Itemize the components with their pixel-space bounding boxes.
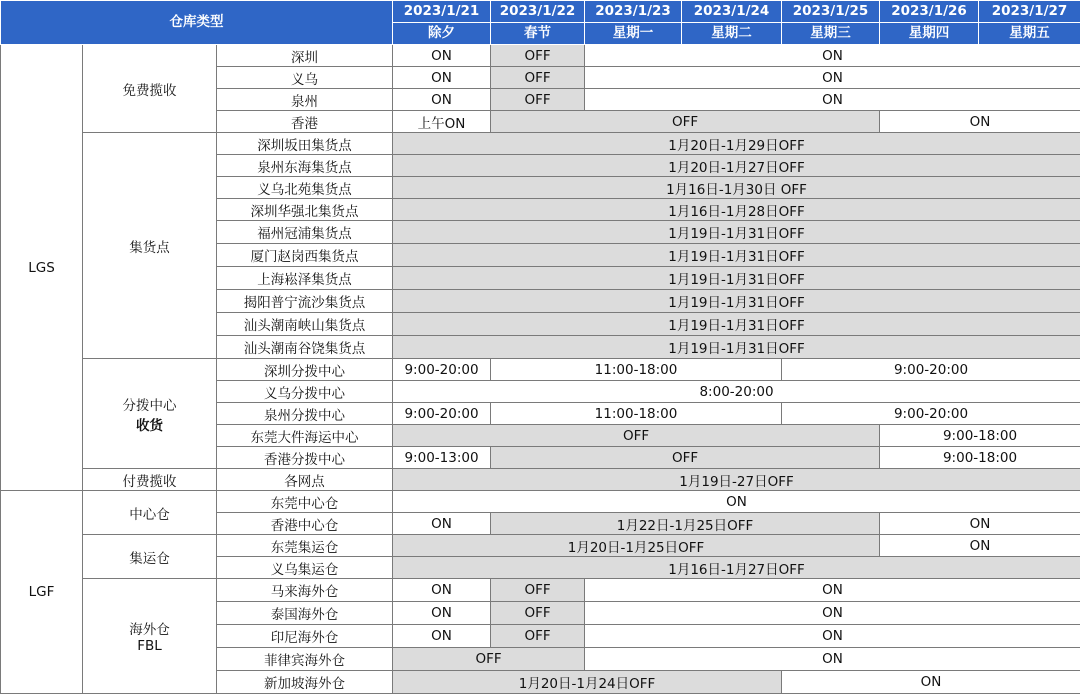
status-cell: 1月20日-1月25日OFF	[393, 535, 880, 557]
status-cell: ON	[393, 45, 491, 67]
status-cell: OFF	[491, 111, 880, 133]
warehouse-name: 马来海外仓	[217, 579, 393, 602]
warehouse-name: 印尼海外仓	[217, 625, 393, 648]
status-cell: 1月19日-1月31日OFF	[393, 267, 1080, 290]
status-cell: ON	[585, 89, 1080, 111]
status-cell: OFF	[393, 648, 585, 671]
table-row	[1, 491, 1080, 513]
status-cell: ON	[880, 513, 1080, 535]
status-cell: OFF	[491, 45, 585, 67]
status-cell: OFF	[491, 602, 585, 625]
warehouse-type-header: 仓库类型	[1, 1, 393, 45]
group-label-lgs: LGS	[1, 45, 83, 491]
status-cell: ON	[393, 491, 1080, 513]
status-cell: ON	[585, 648, 1080, 671]
status-cell: 9:00-18:00	[880, 447, 1080, 469]
status-cell: 1月16日-1月28日OFF	[393, 199, 1080, 221]
status-cell: ON	[585, 45, 1080, 67]
warehouse-name: 泉州分拨中心	[217, 403, 393, 425]
warehouse-name: 泉州	[217, 89, 393, 111]
warehouse-name: 深圳华强北集货点	[217, 199, 393, 221]
warehouse-name: 新加坡海外仓	[217, 671, 393, 694]
status-cell: ON	[393, 625, 491, 648]
status-cell: ON	[880, 535, 1080, 557]
warehouse-name: 义乌分拨中心	[217, 381, 393, 403]
category-paid-pickup: 付费揽收	[83, 469, 217, 491]
status-cell: OFF	[491, 447, 880, 469]
status-cell: 1月19日-1月31日OFF	[393, 244, 1080, 267]
status-cell: 1月20日-1月24日OFF	[393, 671, 782, 694]
status-cell: ON	[585, 67, 1080, 89]
day-label-header: 星期二	[682, 23, 782, 45]
day-label-header: 星期一	[585, 23, 682, 45]
status-cell: OFF	[491, 67, 585, 89]
category-overseas-line2: FBL	[83, 638, 216, 654]
date-header: 2023/1/24	[682, 1, 782, 23]
status-cell: 1月19日-1月31日OFF	[393, 290, 1080, 313]
date-header: 2023/1/21	[393, 1, 491, 23]
warehouse-name: 厦门赵岗西集货点	[217, 244, 393, 267]
warehouse-name: 深圳分拨中心	[217, 359, 393, 381]
status-cell: ON	[585, 579, 1080, 602]
warehouse-name: 各网点	[217, 469, 393, 491]
warehouse-name: 义乌	[217, 67, 393, 89]
status-cell: ON	[393, 579, 491, 602]
status-cell: 9:00-20:00	[393, 403, 491, 425]
date-header: 2023/1/23	[585, 1, 682, 23]
day-label-header: 星期五	[979, 23, 1080, 45]
warehouse-name: 香港分拨中心	[217, 447, 393, 469]
status-cell: 9:00-20:00	[393, 359, 491, 381]
warehouse-name: 泉州东海集货点	[217, 155, 393, 177]
status-cell: ON	[782, 671, 1080, 694]
status-cell: ON	[393, 89, 491, 111]
category-overseas-line1: 海外仓	[83, 618, 216, 638]
status-cell: 1月19日-1月31日OFF	[393, 313, 1080, 336]
status-cell: 1月16日-1月27日OFF	[393, 557, 1080, 579]
status-cell: ON	[393, 513, 491, 535]
table-row	[1, 579, 1080, 602]
warehouse-name: 福州冠浦集货点	[217, 221, 393, 244]
status-cell: 1月19日-1月31日OFF	[393, 336, 1080, 359]
status-cell: OFF	[491, 89, 585, 111]
status-cell: OFF	[491, 579, 585, 602]
status-cell: 1月19日-27日OFF	[393, 469, 1080, 491]
date-header: 2023/1/26	[880, 1, 979, 23]
date-header: 2023/1/27	[979, 1, 1080, 23]
status-cell: ON	[393, 67, 491, 89]
status-cell: 11:00-18:00	[491, 359, 782, 381]
warehouse-name: 东莞大件海运中心	[217, 425, 393, 447]
warehouse-name: 上海崧泽集货点	[217, 267, 393, 290]
status-cell: OFF	[491, 625, 585, 648]
warehouse-name: 香港	[217, 111, 393, 133]
warehouse-name: 汕头潮南峡山集货点	[217, 313, 393, 336]
warehouse-name: 东莞集运仓	[217, 535, 393, 557]
warehouse-name: 义乌集运仓	[217, 557, 393, 579]
status-cell: 1月20日-1月27日OFF	[393, 155, 1080, 177]
warehouse-name: 深圳坂田集货点	[217, 133, 393, 155]
group-label-lgf: LGF	[1, 491, 83, 694]
warehouse-name: 揭阳普宁流沙集货点	[217, 290, 393, 313]
status-cell: 9:00-20:00	[782, 403, 1080, 425]
category-sorting-line1: 分拨中心	[83, 394, 216, 414]
status-cell: 8:00-20:00	[393, 381, 1080, 403]
table-row	[1, 45, 1080, 67]
status-cell: 11:00-18:00	[491, 403, 782, 425]
table-row	[1, 535, 1080, 557]
category-free-pickup: 免费揽收	[83, 45, 217, 133]
status-cell: 9:00-20:00	[782, 359, 1080, 381]
warehouse-name: 香港中心仓	[217, 513, 393, 535]
status-cell: ON	[880, 111, 1080, 133]
table-row	[1, 359, 1080, 381]
category-sorting	[83, 359, 217, 469]
warehouse-name: 菲律宾海外仓	[217, 648, 393, 671]
day-label-header: 星期三	[782, 23, 880, 45]
status-cell: ON	[585, 602, 1080, 625]
category-overseas-warehouse	[83, 579, 217, 694]
warehouse-name: 泰国海外仓	[217, 602, 393, 625]
status-cell: 上午ON	[393, 111, 491, 133]
status-cell: ON	[585, 625, 1080, 648]
day-label-header: 星期四	[880, 23, 979, 45]
status-cell: OFF	[393, 425, 880, 447]
category-center-warehouse: 中心仓	[83, 491, 217, 535]
status-cell: 9:00-13:00	[393, 447, 491, 469]
header-row	[1, 1, 1080, 23]
warehouse-name: 东莞中心仓	[217, 491, 393, 513]
table-row	[1, 469, 1080, 491]
status-cell: 1月16日-1月30日 OFF	[393, 177, 1080, 199]
table-row	[1, 133, 1080, 155]
category-collection: 集货点	[83, 133, 217, 359]
date-header: 2023/1/22	[491, 1, 585, 23]
status-cell: 1月22日-1月25日OFF	[491, 513, 880, 535]
status-cell: 1月20日-1月29日OFF	[393, 133, 1080, 155]
warehouse-name: 深圳	[217, 45, 393, 67]
status-cell: ON	[393, 602, 491, 625]
date-header: 2023/1/25	[782, 1, 880, 23]
category-sorting-line2: 收货	[83, 414, 216, 434]
warehouse-name: 汕头潮南谷饶集货点	[217, 336, 393, 359]
day-label-header: 春节	[491, 23, 585, 45]
warehouse-name: 义乌北苑集货点	[217, 177, 393, 199]
status-cell: 1月19日-1月31日OFF	[393, 221, 1080, 244]
status-cell: 9:00-18:00	[880, 425, 1080, 447]
day-label-header: 除夕	[393, 23, 491, 45]
category-consolidation-warehouse: 集运仓	[83, 535, 217, 579]
